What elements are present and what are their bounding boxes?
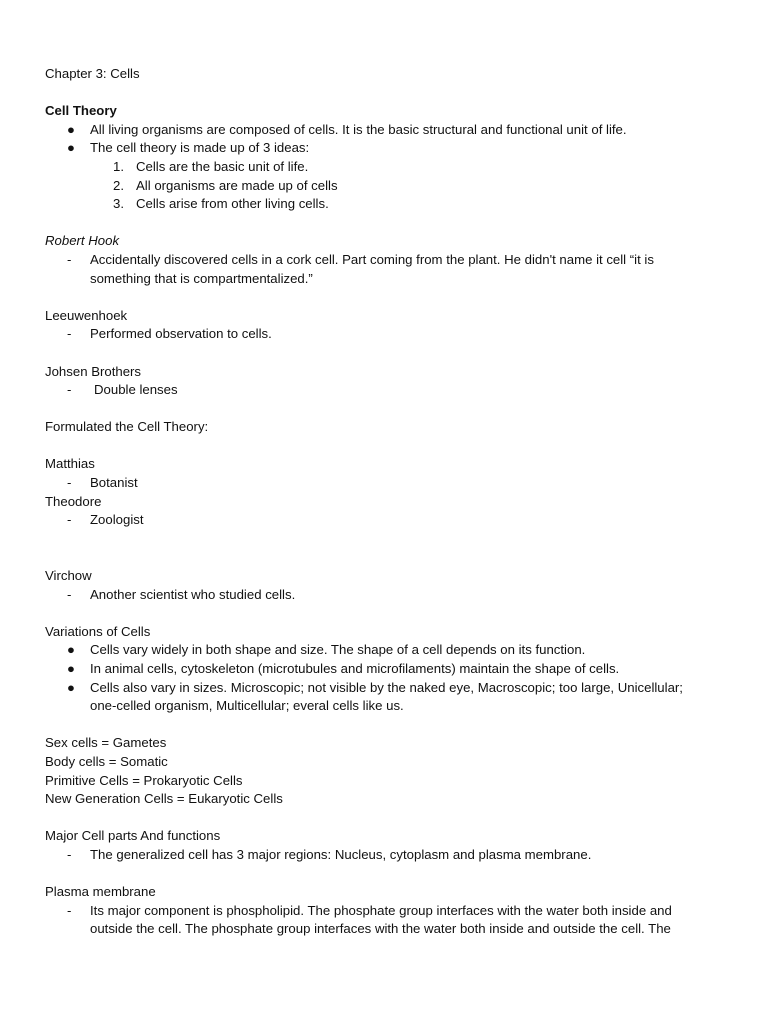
variations-heading: Variations of Cells [45, 623, 151, 639]
list-item: - Accidentally discovered cells in a cork cell. Part coming from the plant. He didn't name it cell “it is [45, 251, 725, 270]
list-item-continued: something that is compartmentalized.” [90, 270, 313, 286]
definition-line: Primitive Cells = Prokaryotic Cells [45, 772, 243, 788]
dash-icon: - [67, 586, 72, 602]
list-item: ● The cell theory is made up of 3 ideas: [45, 139, 725, 158]
dash-icon: - [67, 251, 72, 267]
bullet-icon: ● [67, 140, 75, 156]
hook-heading: Robert Hook [45, 233, 120, 249]
dash-icon: - [67, 475, 72, 491]
list-item-continued: outside the cell. The phosphate group interfaces with the water both inside and outside the cell. The [90, 921, 671, 937]
dash-icon: - [67, 902, 72, 918]
plasma-heading: Plasma membrane [45, 884, 156, 900]
bullet-icon: ● [67, 642, 75, 658]
major-parts-heading: Major Cell parts And functions [45, 828, 221, 844]
list-item: - Its major component is phospholipid. The phosphate group interfaces with the water both inside and [45, 902, 725, 921]
list-item: ● In animal cells, cytoskeleton (microtubules and microfilaments) maintain the shape of cells. [45, 660, 725, 679]
list-item: ● Cells also vary in sizes. Microscopic; not visible by the naked eye, Macroscopic; too large, Unicellular; [45, 679, 725, 698]
list-item: - Another scientist who studied cells. [45, 586, 725, 605]
list-item: - The generalized cell has 3 major regions: Nucleus, cytoplasm and plasma membrane. [45, 846, 725, 865]
leeuwenhoek-heading: Leeuwenhoek [45, 307, 128, 323]
list-item: 3. Cells arise from other living cells. [113, 196, 329, 212]
bullet-icon: ● [67, 661, 75, 676]
definition-line: Sex cells = Gametes [45, 735, 167, 751]
dash-icon: - [67, 846, 72, 862]
list-item: - Performed observation to cells. [45, 325, 725, 344]
dash-icon: - [67, 326, 72, 342]
list-item: ● Cells vary widely in both shape and size. The shape of a cell depends on its function. [45, 641, 725, 660]
list-item: 1. Cells are the basic unit of life. [113, 158, 309, 174]
list-item: - Botanist [45, 474, 725, 493]
dash-icon: - [67, 512, 72, 528]
dash-icon: - [67, 382, 72, 398]
theodore-heading: Theodore [45, 493, 102, 509]
chapter-title: Chapter 3: Cells [45, 66, 140, 81]
johsen-heading: Johsen Brothers [45, 363, 142, 379]
list-item: ● All living organisms are composed of cells. It is the basic structural and functional unit of life. [45, 121, 725, 140]
bullet-icon: ● [67, 121, 75, 137]
matthias-heading: Matthias [45, 456, 95, 472]
list-item: - Double lenses [45, 381, 725, 400]
document-content [45, 65, 725, 939]
virchow-heading: Virchow [45, 568, 92, 584]
definition-line: New Generation Cells = Eukaryotic Cells [45, 791, 283, 807]
list-item: - Zoologist [45, 511, 725, 530]
list-item: 2. All organisms are made up of cells [113, 177, 338, 193]
formulated-heading: Formulated the Cell Theory: [45, 419, 209, 435]
list-item-continued: one-celled organism, Multicellular; everal cells like us. [90, 698, 404, 714]
cell-theory-heading: Cell Theory [45, 103, 117, 119]
bullet-icon: ● [67, 679, 75, 695]
definition-line: Body cells = Somatic [45, 753, 168, 769]
